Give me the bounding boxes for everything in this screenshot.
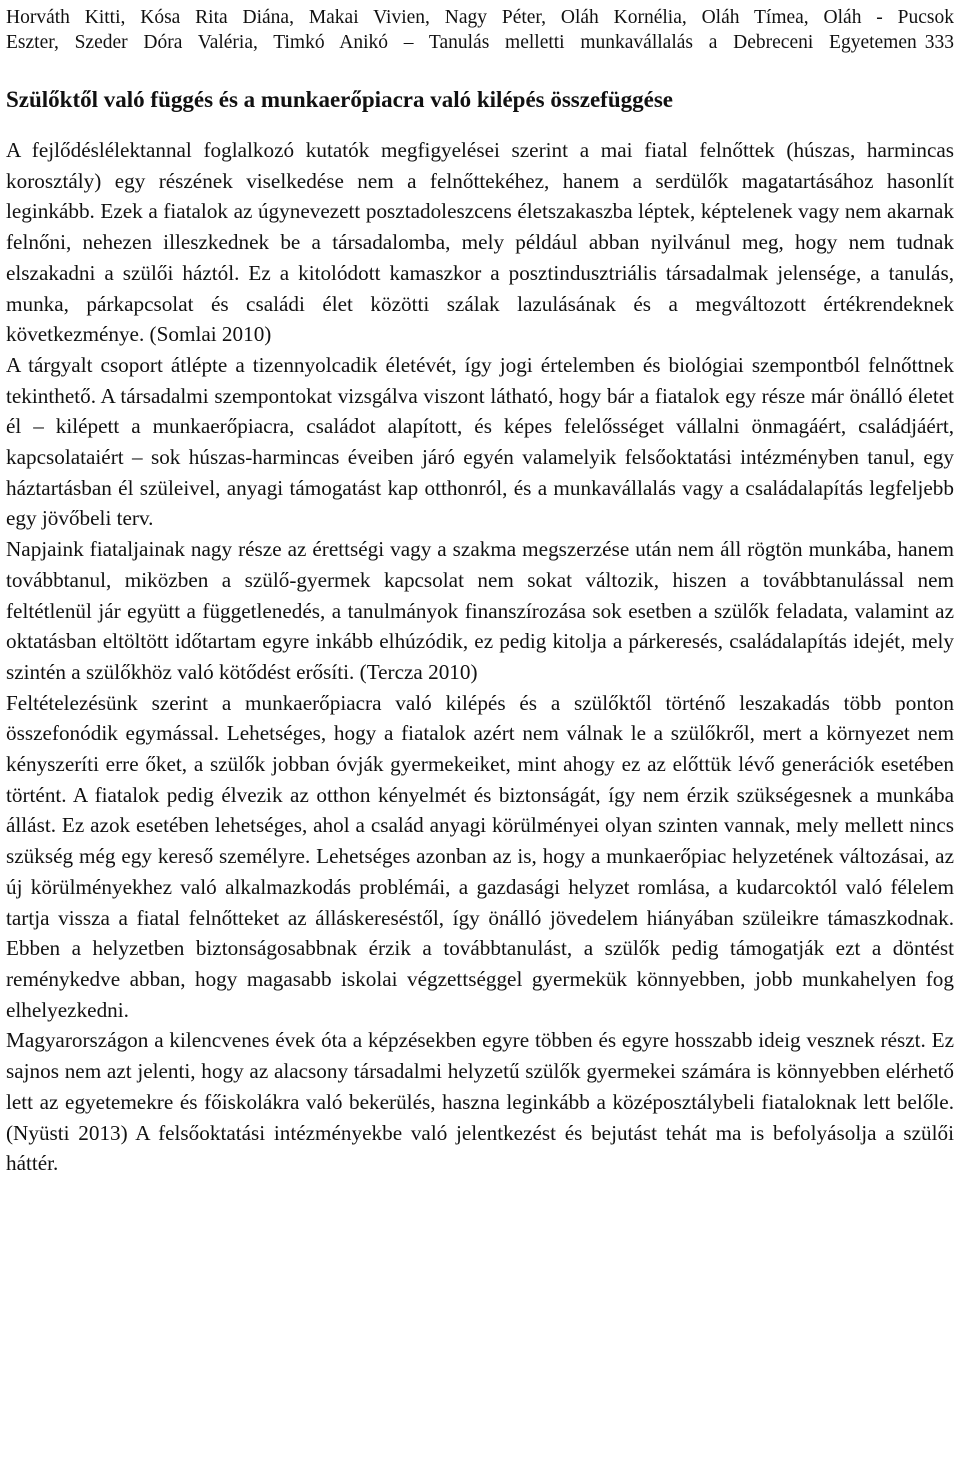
running-head xyxy=(6,5,954,55)
running-head-authors: Horváth Kitti, Kósa Rita Diána, Makai Vivien, Nagy Péter, Oláh Kornélia, Oláh Tímea, Oláh - Pucsok xyxy=(6,7,954,28)
document-page xyxy=(6,0,954,1179)
paragraph: A fejlődéslélektannal foglalkozó kutatók megfigyelései szerint a mai fiatal felnőttek (húszas, harmincas korosztály) egy részének viselkedése nem a felnőttekéhez, hanem a serdülők magatartásához hasonlít leginkább. Ezek a fiatalok az úgynevezett posztadoleszcens életszakaszba léptek, képtelenek vagy nem akarnak felnőni, nehezen illeszkednek be a társadalomba, mely például abban nyilvánul meg, hogy nem tudnak elszakadni a szülői háztól. Ez a kitolódott kamaszkor a posztindusztriális társadalmak jelensége, a tanulás, munka, párkapcsolat és családi élet közötti szálak lazulásának és a megváltozott értékrendeknek következménye. (Somlai 2010) xyxy=(6,138,954,347)
running-head-title-line xyxy=(6,30,954,55)
paragraph: A tárgyalt csoport átlépte a tizennyolcadik életévét, így jogi értelemben és biológiai szempontból felnőttnek tekinthető. A társadalmi szempontokat vizsgálva viszont látható, hogy bár a fiatalok egy része már önálló életet él – kilépett a munkaerőpiacra, családot alapított, és képes felelősséget vállalni önmagáért, családjáért, kapcsolataiért – sok húszas-harmincas éveiben járó egyén valamelyik felsőoktatási intézményben tanul, egy háztartásban él szüleivel, anyagi támogatást kap otthonról, és a munkavállalás vagy a családalapítás legfeljebb egy jövőbeli terv. xyxy=(6,352,954,531)
running-head-title: Eszter, Szeder Dóra Valéria, Timkó Anikó – Tanulás melletti munkavállalás a Debreceni Egyetemen xyxy=(6,32,917,53)
paragraph: Feltételezésünk szerint a munkaerőpiacra való kilépés és a szülőktől történő leszakadás több ponton összefonódik egymással. Lehetséges, hogy a fiatalok azért nem válnak le a szülőkről, mert a környezet nem kényszeríti erre őket, a szülők jobban óvják gyermekeiket, mint ahogy ez az előttük lévő generációk esetében történt. A fiatalok pedig élvezik az otthon kényelmét és biztonságát, így nem érzik szükségesnek a munkába állást. Ez azok esetében lehetséges, ahol a család anyagi körülményei olyan szinten vannak, mely mellett nincs szükség még egy kereső személyre. Lehetséges azonban az is, hogy a munkaerőpiac helyzetének változásai, az új körülményekhez való alkalmazkodás problémái, a gazdasági helyzet romlása, a kudarcoktól való félelem tartja vissza a fiatal felnőtteket az álláskereséstől, így önálló jövedelem hiányában szüleikre támaszkodnak. Ebben a helyzetben biztonságosabbnak érzik a továbbtanulást, a szülők pedig támogatják ezt a döntést reménykedve abban, hogy magasabb iskolai végzettséggel gyermekük könnyebben, jobb munkahelyen fog elhelyezkedni. xyxy=(6,690,954,1022)
body-text xyxy=(6,135,954,1179)
paragraph: Magyarországon a kilencvenes évek óta a képzésekben egyre többen és egyre hosszabb ideig vesznek részt. Ez sajnos nem azt jelenti, hogy az alacsony társadalmi helyzetű szülők gyermekei számára is könnyebben elérhető lett az egyetemekre és főiskolákra való bekerülés, haszna leginkább a középosztálybeli fiataloknak lett belőle. (Nyüsti 2013) A felsőoktatási intézményekbe való jelentkezést és bejutást tehát ma is befolyásolja a szülői háttér. xyxy=(6,1028,954,1176)
section-title: Szülőktől való függés és a munkaerőpiacra való kilépés összefüggése xyxy=(6,87,673,112)
paragraph: Napjaink fiataljainak nagy része az érettségi vagy a szakma megszerzése után nem áll rögtön munkába, hanem továbbtanul, miközben a szülő-gyermek kapcsolat nem sokat változik, hiszen a továbbtanulással nem feltétlenül jár együtt a függetlenedés, a tanulmányok finanszírozása sok esetben a szülők feladata, valamint az oktatásban eltöltött időtartam egyre inkább elhúzódik, ez pedig kitolja a párkeresés, családalapítás idejét, mely szintén a szülőkhöz való kötődést erősíti. (Tercza 2010) xyxy=(6,537,954,684)
page-number: 333 xyxy=(924,32,954,53)
